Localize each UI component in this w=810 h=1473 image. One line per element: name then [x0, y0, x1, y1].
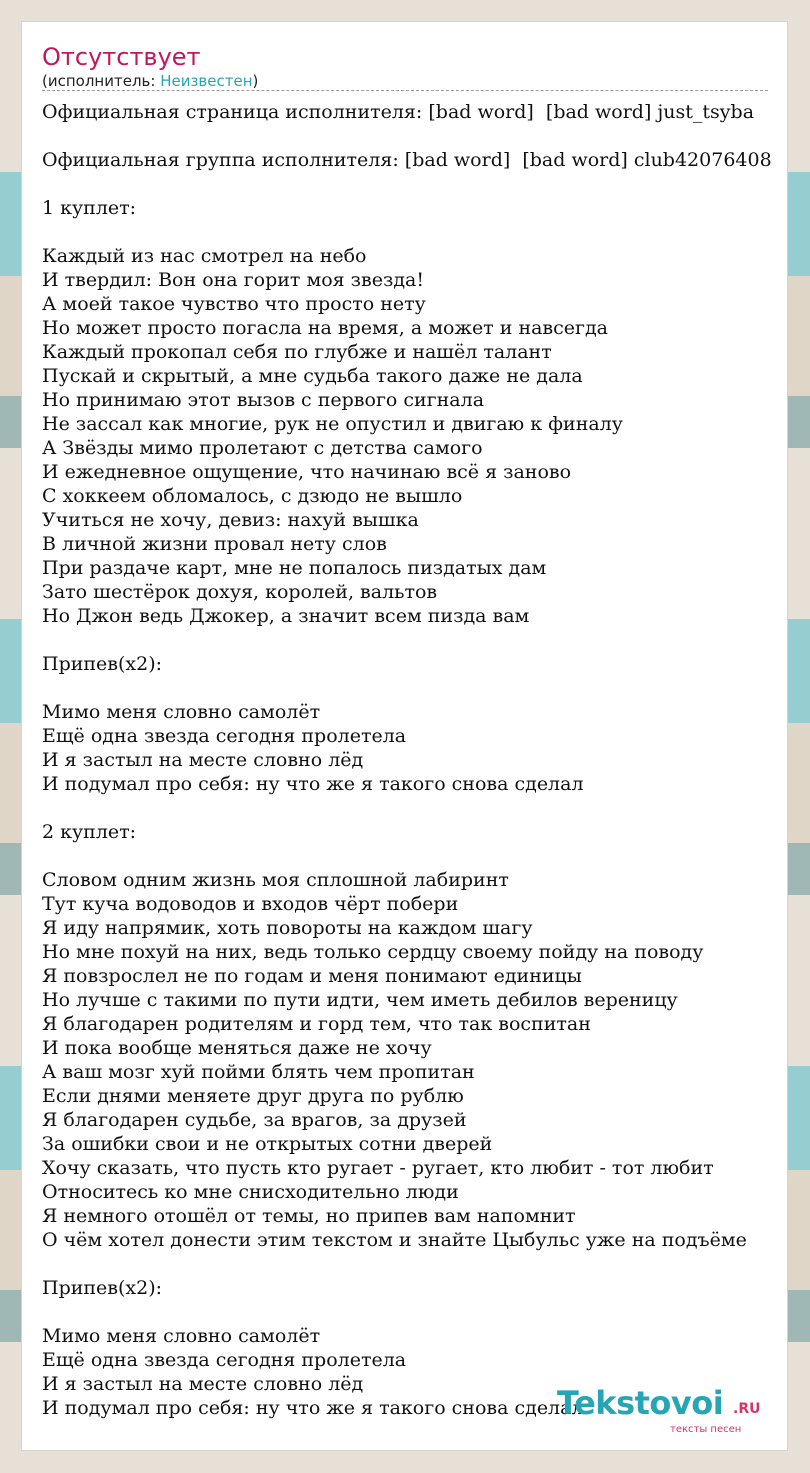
logo-tagline: тексты песен	[670, 1424, 742, 1435]
lyric-line: А ваш мозг хуй пойми блять чем пропитан	[42, 1061, 475, 1083]
logo-tld: .RU	[733, 1401, 761, 1417]
lyric-line: Мимо меня словно самолёт	[42, 1325, 321, 1347]
lyric-line: Но может просто погасла на время, а может и навсегда	[42, 317, 608, 339]
artist-link[interactable]: Неизвестен	[160, 72, 253, 90]
lyric-line	[42, 220, 788, 244]
lyric-line: И твердил: Вон она горит моя звезда!	[42, 269, 425, 291]
lyric-line: Тут куча водоводов и входов чёрт побери	[42, 893, 459, 915]
artist-prefix: (исполнитель:	[42, 72, 161, 90]
lyric-line: Если днями меняете друг друга по рублю	[42, 1085, 464, 1107]
lyric-line: Официальная группа исполнителя: [bad word] [bad word] club42076408	[42, 149, 772, 171]
lyric-line: Хочу сказать, что пусть кто ругает - ругает, кто любит - тот любит	[42, 1157, 714, 1179]
lyric-line	[42, 1252, 788, 1276]
lyric-line: С хоккеем обломалось, с дзюдо не вышло	[42, 485, 463, 507]
lyric-line: И ежедневное ощущение, что начинаю всё я заново	[42, 461, 572, 483]
lyric-line: При раздаче карт, мне не попалось пиздатых дам	[42, 557, 547, 579]
artist-line	[42, 71, 258, 91]
title-divider	[42, 90, 768, 91]
lyric-line: И я застыл на месте словно лёд	[42, 1373, 364, 1395]
lyric-line: Припев(x2):	[42, 653, 163, 675]
lyric-line: Официальная страница исполнителя: [bad word] [bad word] just_tsyba	[42, 101, 755, 123]
lyric-line	[42, 676, 788, 700]
lyric-line: Но мне похуй на них, ведь только сердцу своему пойду на поводу	[42, 941, 704, 963]
lyric-line: И подумал про себя: ну что же я такого снова сделал	[42, 1397, 584, 1419]
lyric-line: Я иду напрямик, хоть повороты на каждом шагу	[42, 917, 533, 939]
lyric-line: Пускай и скрытый, а мне судьба такого даже не дала	[42, 365, 583, 387]
lyric-line: За ошибки свои и не открытых сотни дверей	[42, 1133, 493, 1155]
lyric-line	[42, 1300, 788, 1324]
lyric-line: Ещё одна звезда сегодня пролетела	[42, 1349, 407, 1371]
lyric-line	[42, 172, 788, 196]
lyric-line: И подумал про себя: ну что же я такого снова сделал	[42, 773, 584, 795]
lyric-line: Припев(x2):	[42, 1277, 163, 1299]
lyric-line	[42, 628, 788, 652]
lyric-line: 2 куплет:	[42, 821, 137, 843]
artist-suffix: )	[252, 72, 259, 90]
lyrics-text	[42, 100, 788, 1420]
lyric-line: Относитесь ко мне снисходительно люди	[42, 1181, 459, 1203]
lyric-line: Я повзрослел не по годам и меня понимают единицы	[42, 965, 582, 987]
lyric-line: Я благодарен судьбе, за врагов, за друзей	[42, 1109, 467, 1131]
lyric-line: В личной жизни провал нету слов	[42, 533, 387, 555]
lyric-line: Я благодарен родителям и горд тем, что так воспитан	[42, 1013, 591, 1035]
lyric-line: Мимо меня словно самолёт	[42, 701, 321, 723]
lyric-line: Каждый прокопал себя по глубже и нашёл талант	[42, 341, 552, 363]
lyric-line: Но Джон ведь Джокер, а значит всем пизда вам	[42, 605, 530, 627]
lyric-line: А моей такое чувство что просто нету	[42, 293, 426, 315]
lyric-line	[42, 844, 788, 868]
lyric-line: А Звёзды мимо пролетают с детства самого	[42, 437, 483, 459]
lyric-line: Но лучше с такими по пути идти, чем иметь дебилов вереницу	[42, 989, 678, 1011]
lyric-line: Ещё одна звезда сегодня пролетела	[42, 725, 407, 747]
lyric-line: Учиться не хочу, девиз: нахуй вышка	[42, 509, 419, 531]
lyric-line: И пока вообще меняться даже не хочу	[42, 1037, 432, 1059]
lyric-line: И я застыл на месте словно лёд	[42, 749, 364, 771]
lyric-line: Зато шестёрок дохуя, королей, вальтов	[42, 581, 438, 603]
lyric-line: Но принимаю этот вызов с первого сигнала	[42, 389, 485, 411]
lyric-line: Словом одним жизнь моя сплошной лабиринт	[42, 869, 509, 891]
lyric-line: Я немного отошёл от темы, но припев вам напомнит	[42, 1205, 576, 1227]
lyric-line: Не зассал как многие, рук не опустил и двигаю к финалу	[42, 413, 623, 435]
site-logo[interactable]	[557, 1384, 787, 1444]
lyric-line: 1 куплет:	[42, 197, 137, 219]
logo-name: Tekstovoi	[557, 1384, 724, 1422]
lyric-line	[42, 796, 788, 820]
lyric-line: О чём хотел донести этим текстом и знайте Цыбульс уже на подъёме	[42, 1229, 747, 1251]
lyrics-card	[21, 21, 788, 1451]
song-title: Отсутствует	[42, 43, 201, 71]
lyric-line: Каждый из нас смотрел на небо	[42, 245, 367, 267]
lyric-line	[42, 124, 788, 148]
